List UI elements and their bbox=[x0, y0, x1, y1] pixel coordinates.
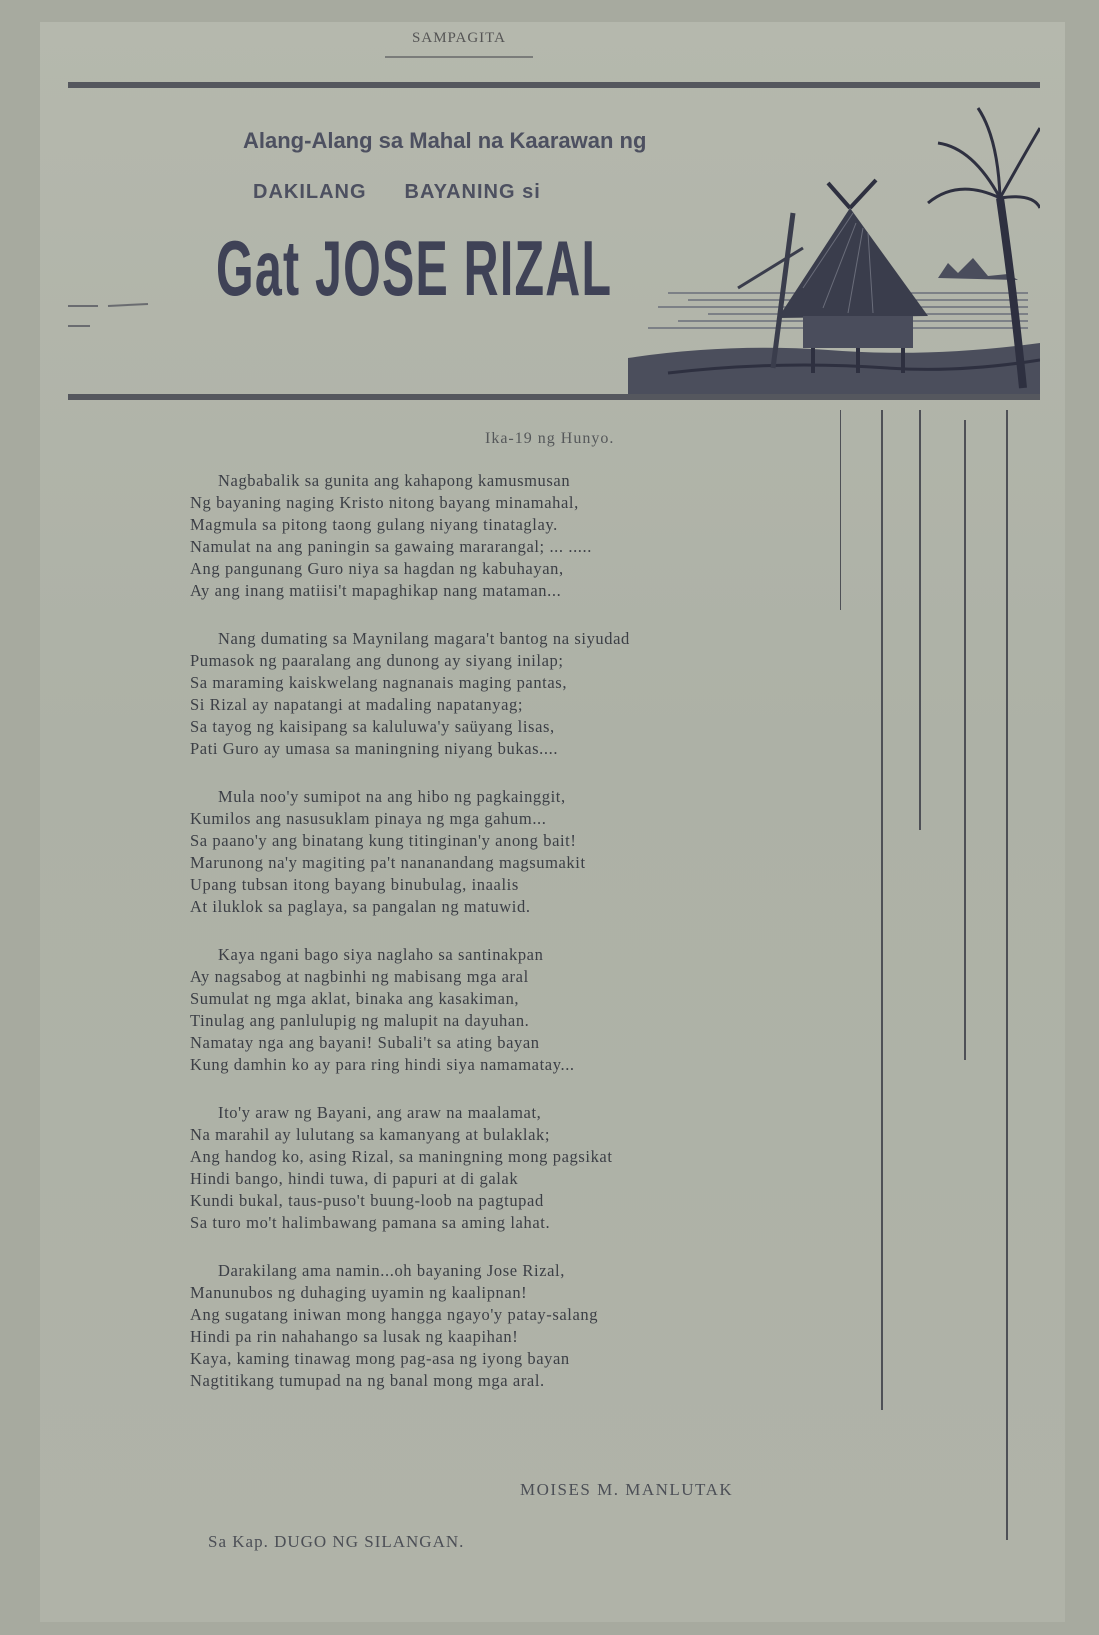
poem-line: Sumulat ng mga aklat, binaka ang kasakiman, bbox=[190, 989, 520, 1008]
banner-dedication bbox=[253, 181, 541, 204]
poem-line: Ang pangunang Guro niya sa hagdan ng kabuhayan, bbox=[190, 559, 564, 578]
author-name: MOISES M. MANLUTAK bbox=[520, 1480, 734, 1499]
poem-line: Upang tubsan itong bayang binubulag, inaalis bbox=[190, 875, 519, 894]
poem-line: Nagtitikang tumupad na ng banal mong mga aral. bbox=[190, 1371, 545, 1390]
poem-line: Kung damhin ko ay para ring hindi siya namamatay... bbox=[190, 1055, 575, 1074]
poem-line: Mula noo'y sumipot na ang hibo ng pagkainggit, bbox=[218, 787, 566, 806]
banner-title: Gat JOSE RIZAL bbox=[216, 224, 613, 312]
poem-line: Sa turo mo't halimbawang pamana sa aming lahat. bbox=[190, 1213, 551, 1232]
stanza bbox=[190, 628, 830, 760]
poem-line: Si Rizal ay napatangi at madaling napatanyag; bbox=[190, 695, 524, 714]
poem-line: Hindi bango, hindi tuwa, di papuri at di galak bbox=[190, 1169, 519, 1188]
poem-line: Hindi pa rin nahahango sa lusak ng kaapihan! bbox=[190, 1327, 519, 1346]
stanza bbox=[190, 1102, 830, 1234]
poem-line: Darakilang ama namin...oh bayaning Jose Rizal, bbox=[218, 1261, 565, 1280]
title-banner bbox=[68, 82, 1040, 400]
stanza bbox=[190, 1260, 830, 1392]
poem-line: Namatay nga ang bayani! Subali't sa ating bayan bbox=[190, 1033, 540, 1052]
poem-line: Namulat na ang paningin sa gawaing mararangal; ... ..... bbox=[190, 537, 592, 556]
poem-line: Kumilos ang nasusuklam pinaya ng mga gahum... bbox=[190, 809, 547, 828]
poem-date: Ika-19 ng Hunyo. bbox=[485, 430, 615, 447]
poem-line: Ang sugatang iniwan mong hangga ngayo'y patay-salang bbox=[190, 1305, 599, 1324]
poem-line: Magmula sa pitong taong gulang niyang tinataglay. bbox=[190, 515, 558, 534]
margin-vertical-rules bbox=[840, 410, 1010, 1550]
poem-line: Ay nagsabog at nagbinhi ng mabisang mga aral bbox=[190, 967, 529, 986]
poem-line: Sa paano'y ang binatang kung titinginan'y anong bait! bbox=[190, 831, 577, 850]
stanza bbox=[190, 470, 830, 602]
poem-line: Pumasok ng paaralang ang dunong ay siyang inilap; bbox=[190, 651, 564, 670]
poem-line: Kundi bukal, taus-puso't buung-loob na pagtupad bbox=[190, 1191, 544, 1210]
poem-line: Ito'y araw ng Bayani, ang araw na maalamat, bbox=[218, 1103, 542, 1122]
poem-body bbox=[190, 470, 830, 1418]
poem-line: Pati Guro ay umasa sa maningning niyang bukas.... bbox=[190, 739, 559, 758]
poem-line: Ang handog ko, asing Rizal, sa maningning mong pagsikat bbox=[190, 1147, 613, 1166]
poem-line: Nagbabalik sa gunita ang kahapong kamusmusan bbox=[218, 471, 571, 490]
poem-line: Kaya, kaming tinawag mong pag-asa ng iyong bayan bbox=[190, 1349, 570, 1368]
poem-line: Kaya ngani bago siya naglaho sa santinakpan bbox=[218, 945, 544, 964]
poem-line: Manunubos ng duhaging uyamin ng kaalipnan! bbox=[190, 1283, 528, 1302]
poem-line: At iluklok sa paglaya, sa pangalan ng matuwid. bbox=[190, 897, 531, 916]
poem-line: Sa maraming kaiskwelang nagnanais maging pantas, bbox=[190, 673, 568, 692]
poem-line: Na marahil ay lulutang sa kamanyang at bulaklak; bbox=[190, 1125, 551, 1144]
poem-line: Ay ang inang matiisi't mapaghikap nang mataman... bbox=[190, 581, 562, 600]
banner-subtitle: Alang-Alang sa Mahal na Kaarawan ng bbox=[243, 128, 647, 153]
margin-rule-marks bbox=[68, 298, 158, 338]
nipa-hut-illustration bbox=[628, 88, 1040, 394]
poem-line: Nang dumating sa Maynilang magara't bantog na siyudad bbox=[218, 629, 630, 648]
stanza bbox=[190, 786, 830, 918]
stanza bbox=[190, 944, 830, 1076]
poem-line: Ng bayaning naging Kristo nitong bayang minamahal, bbox=[190, 493, 579, 512]
poem-line: Marunong na'y magiting pa't nananandang magsumakit bbox=[190, 853, 586, 872]
banner-dedication-part2: BAYANING si bbox=[404, 181, 541, 203]
source-credit: Sa Kap. DUGO NG SILANGAN. bbox=[208, 1532, 465, 1551]
poem-line: Tinulag ang panlulupig ng malupit na dayuhan. bbox=[190, 1011, 530, 1030]
poem-line: Sa tayog ng kaisipang sa kaluluwa'y saüyang lisas, bbox=[190, 717, 555, 736]
running-title: SAMPAGITA bbox=[385, 22, 533, 58]
banner-dedication-part1: DAKILANG bbox=[253, 181, 367, 203]
